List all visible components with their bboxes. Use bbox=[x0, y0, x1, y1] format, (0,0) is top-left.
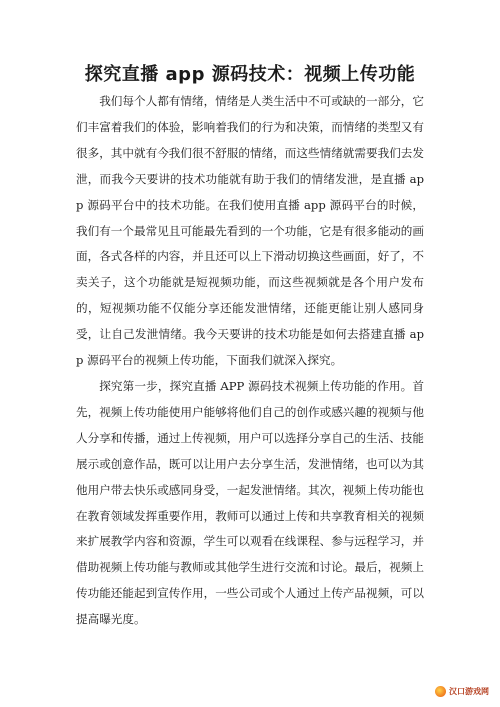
paragraph-1: 我们每个人都有情绪，情绪是人类生活中不可或缺的一部分，它们丰富着我们的体验，影响着我们的行为和决策，而情绪的类型又有很多，其中就有今我们很不舒服的情绪，而这些情绪就需要我们去发泄，而我今天要讲的技术功能就有助于我们的情绪发泄，是直播 app 源码平台中的技术功能。在我们使用直播 app 源码平台的时候，我们有一个最常见且可能最先看到的一个功能，它是有很多能动的画面，各式各样的内容，并且还可以上下滑动切换这些画面，好了，不卖关子，这个功能就是短视频功能，而这些视频就是各个用户发布的，短视频功能不仅能分享还能发泄情绪，还能更能让别人感同身受，让自己发泄情绪。我今天要讲的技术功能是如何去搭建直播 app 源码平台的视频上传功能，下面我们就深入探究。 bbox=[76, 94, 424, 368]
site-watermark bbox=[432, 683, 492, 699]
document-body bbox=[76, 89, 424, 633]
paragraph-2: 探究第一步，探究直播 APP 源码技术视频上传功能的作用。首先，视频上传功能使用户能够将他们自己的创作或感兴趣的视频与他人分享和传播，通过上传视频，用户可以选择分享自己的生活、技能展示或创意作品，既可以让用户去分享生活，发泄情绪，也可以为其他用户带去快乐或感同身受，一起发泄情绪。其次，视频上传功能也在教育领域发挥重要作用，教师可以通过上传和共享教育相关的视频来扩展教学内容和资源，学生可以观看在线课程、参与远程学习，并借助视频上传功能与教师或其他学生进行交流和讨论。最后，视频上传功能还能起到宣传作用，一些公司或个人通过上传产品视频，可以提高曝光度。 bbox=[76, 378, 424, 627]
document-title: 探究直播 app 源码技术：视频上传功能 bbox=[84, 64, 416, 85]
site-logo-icon bbox=[435, 686, 446, 697]
watermark-text: 汉口游戏网 bbox=[449, 686, 489, 696]
